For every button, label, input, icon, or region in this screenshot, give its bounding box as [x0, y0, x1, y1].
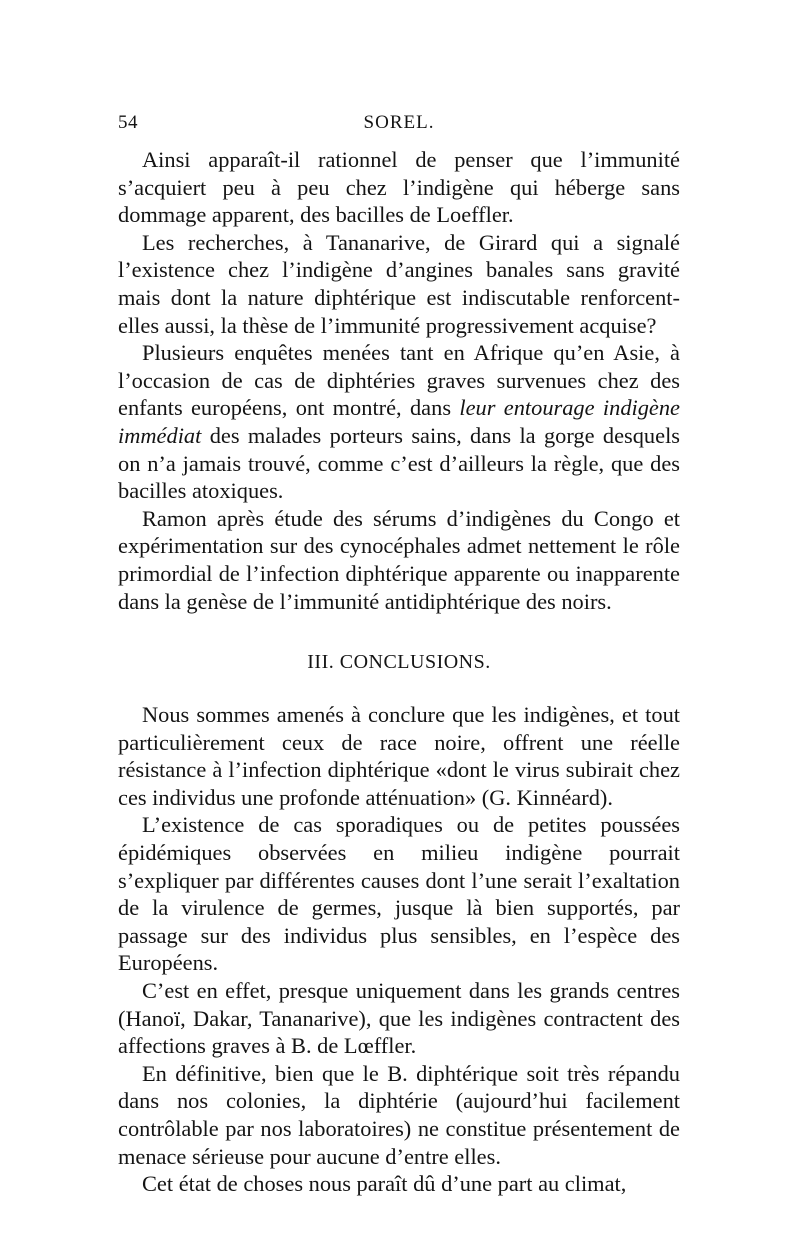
running-head: [118, 112, 680, 146]
italic-text: leur entourage indigène immédiat: [118, 395, 680, 448]
text-run: Cet état de choses nous paraît dû d’une part au climat,: [142, 1171, 627, 1197]
body-text-top: [118, 146, 680, 615]
paragraph: [118, 811, 680, 977]
paragraph: [118, 229, 680, 339]
paragraph: [118, 505, 680, 615]
paragraph: [118, 1060, 680, 1170]
text-run: Ainsi apparaît-il rationnel de penser que l’immunité s’acquiert peu à peu chez l’indigène qui héberge sans dommage apparent, des bacilles de Loeffler.: [118, 147, 680, 228]
text-run: C’est en effet, presque uniquement dans les grands centres (Hanoï, Dakar, Tananarive), que les indigènes contractent des affections graves à B. de Lœffler.: [118, 978, 680, 1059]
paragraph: [118, 977, 680, 1060]
text-run: L’existence de cas sporadiques ou de petites poussées épidémiques observées en milieu indigène pourrait s’expliquer par différentes causes dont l’une serait l’exaltation de la virulence de germes, jusque là bien supportés, par passage sur des individus plus sensibles, en l’espèce des Européens.: [118, 812, 680, 976]
page-number: 54: [118, 112, 138, 133]
section-heading: III. CONCLUSIONS.: [307, 651, 491, 674]
paragraph: [118, 1170, 680, 1198]
paragraph: [118, 146, 680, 229]
book-page: [118, 112, 680, 1198]
running-title: SOREL.: [363, 112, 435, 133]
text-run: Les recherches, à Tananarive, de Girard qui a signalé l’existence chez l’indigène d’angines banales sans gravité mais dont la nature diphtérique est indiscutable renforcent-elles aussi, la thèse de l’immunité progressivement acquise?: [118, 229, 680, 338]
text-run: Ramon après étude des sérums d’indigènes du Congo et expérimentation sur des cynocéphales admet nettement le rôle primordial de l’infection diphtérique apparente ou inapparente dans la genèse de l’immunité antidiphtérique des noirs.: [118, 505, 680, 614]
body-text-bottom: [118, 701, 680, 1198]
text-run: des malades porteurs sains, dans la gorge desquels on n’a jamais trouvé, comme c’est d’ailleurs la règle, que des bacilles atoxiques.: [118, 422, 680, 504]
text-run: Nous sommes amenés à conclure que les indigènes, et tout particulièrement ceux de race noire, offrent une réelle résistance à l’infection diphtérique «dont le virus subirait chez ces individus une profonde atténuation» (G. Kinnéard).: [118, 702, 680, 810]
text-run: En définitive, bien que le B. diphtérique soit très répandu dans nos colonies, la diphtérie (aujourd’hui facilement contrôlable par nos laboratoires) ne constitue présentement de menace sérieuse pour aucune d’entre elles.: [118, 1060, 680, 1169]
text-run: Plusieurs enquêtes menées tant en Afrique qu’en Asie, à l’occasion de cas de diphtéries graves survenues chez des enfants européens, ont montré, dans: [118, 340, 680, 421]
paragraph: [118, 701, 680, 811]
paragraph: [118, 339, 680, 505]
